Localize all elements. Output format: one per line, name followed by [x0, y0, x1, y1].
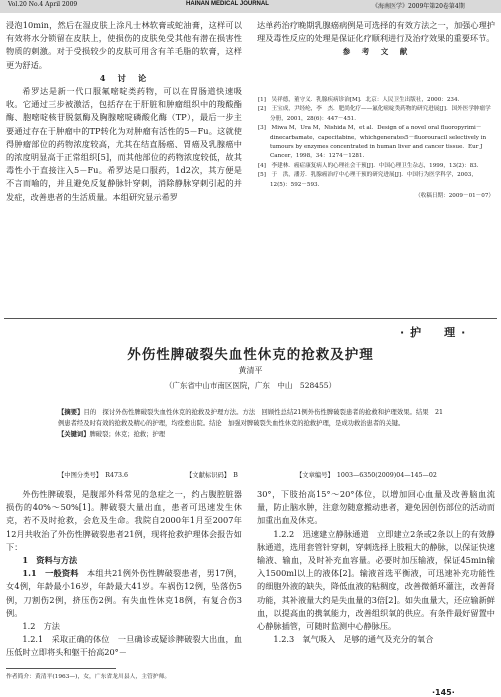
lower-left-column: [6, 488, 242, 660]
reference-item: [2] 王宝成，尹经纶，李 杰．肥尚化疗——氟化嘧啶类药物的研究进展[J]．国外医学肿瘤学分册，2001，28(6)：447－451.: [258, 106, 491, 122]
reference-item: [4] 李建林．癌症康复病人的心理社会干预[J]．中国心理卫生杂志，1999，13(2)：83.: [258, 162, 479, 169]
lower-right-column: [257, 488, 495, 646]
article-title: 外伤性脾破裂失血性休克的抢救及护理: [127, 347, 374, 363]
paragraph-text: 本组共21例外伤性脾破裂患者，男17例，女4例，年龄最小16岁，年龄最大41岁。车祸伤12例，坠落伤5例，刀割伤2例，挤压伤2例。有失血性休克18例，有复合伤3例。: [6, 568, 242, 618]
article-affiliation: （广东省中山市南区医院，广东 中山 528455）: [164, 381, 337, 390]
paragraph: 30°，下肢抬高15°～20°体位，以增加回心血量及改善脑血流量，防止脑水肿，注意勿随意搬动患者，避免因创伤部位的活动而加重出血及休克。: [257, 489, 495, 526]
discussion-heading: 4 讨 论: [99, 72, 149, 83]
running-header: [0, 0, 501, 13]
references-heading: 参 考 文 献: [342, 47, 410, 57]
upper-right-column: [257, 19, 495, 59]
paragraph: 1.2.2 迅速建立静脉通道 立即建立2条或2条以上的有效静脉通道，选用套管针穿刺，穿刺选择上肢粗大的静脉，以保证快速输液、输血，及时补充血容量。必要时加压输液，保证45min输入1500ml以上的液体[2]。输液首选平衡液，可迅速补充功能性的细胞外液的缺失，降低血液的粘稠度，改善微循环灌注，改善肾功能，其补液量大约是失血量的3倍[2]。如失血量大，还应输新鲜血，以提高血的携氧能力，改善组织氧的供应。有条件最好留置中心静脉插管，可随时监测中心静脉压。: [257, 528, 495, 632]
paragraph: 1.2.1 采取正确的体位 一旦确诊或疑诊脾破裂大出血，血压低时立即将头和躯干抬高20°－: [6, 634, 242, 658]
abstract-text: 目的 探讨外伤性脾破裂失血性休克的抢救及护理方法。方法 回顾性总结21例外伤性脾破裂患者的抢救和护理效果。结果 21例患者经及时有效的抢救及精心的护理，均痊愈出院。结论 加强对脾破裂失血性休克的抢救护理，是成功救治患者的关键。: [58, 409, 444, 428]
paragraph: 1.2.3 氧气吸入 足够的通气及充分的氧合: [273, 634, 434, 645]
clc-number: 【中图分类号】 R473.6: [58, 472, 128, 479]
abstract-label: 【摘要】: [58, 409, 84, 416]
keywords-label: 【关键词】: [58, 431, 90, 439]
section-divider: [4, 318, 497, 319]
reference-item: [1] 吴祥德，董守义．乳腺疾病诊治[M]．北京：人民卫生出版社，2000：234.: [258, 97, 460, 103]
header-volume: Vol.20 No.4 April 2009: [8, 1, 78, 8]
article-author: 黄清平: [238, 366, 263, 375]
reference-item: [3] Miwa M，Ura M，Nishida M，et al．Design of a novel oral fluoropyrimi－dinecarbamate，capecitabine，whichgenerates5－fluorouracil selectively in tumours by enzymes concentrated in human liver and cancer tissue．Eur J Cancer，1998，34：1274－1281.: [258, 125, 487, 160]
paragraph: 浸泡10min，然后在湿皮肤上涂凡士林软膏或蛇油膏，这样可以有效将水分锁留在皮肤上，使损伤的皮肤免受其他有潜在损害性物质的刺激。对于受损较少的皮肤可用含有羊毛脂的软膏，这样更为舒适。: [6, 20, 242, 70]
page-number: ·145·: [432, 688, 455, 697]
subheading: 1.1 一般资料: [22, 568, 79, 579]
footnote-rule: [6, 668, 116, 669]
paragraph-with-subheading: [6, 567, 242, 620]
abstract-block: [58, 407, 443, 441]
reference-item: [5] 于 洪，潘芳．乳腺癌治疗中心理干预的研究进展[J]．中国行为医学科学，2003，12(5)：592－593.: [258, 172, 477, 188]
section-heading: 1 资料与方法: [22, 555, 78, 566]
article-number: 【文章编号】 1003—6350(2009)04—145—02: [296, 472, 437, 479]
paragraph: 外伤性脾破裂，是腹部外科常见的急症之一，约占腹腔脏器损伤的40%～50%[1]。脾破裂大量出血，患者可迅速发生休克，若不及时抢救，会危及生命。我院自2000年1月至2007年12月共收治了外伤性脾破裂患者21例，现将抢救护理体会报告如下：: [6, 489, 242, 552]
subheading: 1.2 方法: [22, 621, 60, 632]
header-issue: 《海南医学》2009年第20卷第4期: [372, 3, 465, 10]
document-code: 【文献标识码】 B: [186, 472, 238, 479]
reference-list: [258, 96, 494, 207]
header-journal-name: HAINAN MEDICAL JOURNAL: [186, 1, 269, 7]
keywords-text: 脾破裂；休克；抢救；护理: [89, 431, 166, 439]
author-footnote: 作者简介：黄清平(1963—)，女，广东省龙川县人，主管护师。: [6, 674, 171, 680]
section-label: ·护 理·: [400, 326, 472, 339]
upper-left-column: [6, 19, 242, 204]
paragraph: 达单药治疗晚期乳腺癌病例是可选择的有效方法之一，加强心理护理及毒性反应的处理是保证化疗顺利进行及治疗效果的重要环节。: [257, 20, 495, 44]
received-date: （收稿日期：2009－01－07）: [415, 193, 494, 200]
paragraph: 希罗达是新一代口服氟嘧啶类药物，可以在胃肠道快速吸收。它通过三步被激活，包括存在于肝脏和肿瘤组织中的羧酸酯酶、胞嘧啶核苷脱氨酶及胸腺嘧啶磷酸化酶（TP），最后一步主要通过存在于肿瘤中的TP转化为对肿瘤有活性的5－Fu。这就使得肿瘤部位的药物浓度较高，尤其在结直肠癌、胃癌及乳腺癌中的浓度明显高于正常组织[5]，而其他部位的药物浓度较低，故其毒性小于直接注入5－Fu。希罗达是口服药，1d2次，其方便是不言而喻的，并且避免反复静脉针穿刺，消除静脉穿刺引起的并发症，改善患者的生活质量。本组研究显示希罗: [6, 86, 242, 202]
